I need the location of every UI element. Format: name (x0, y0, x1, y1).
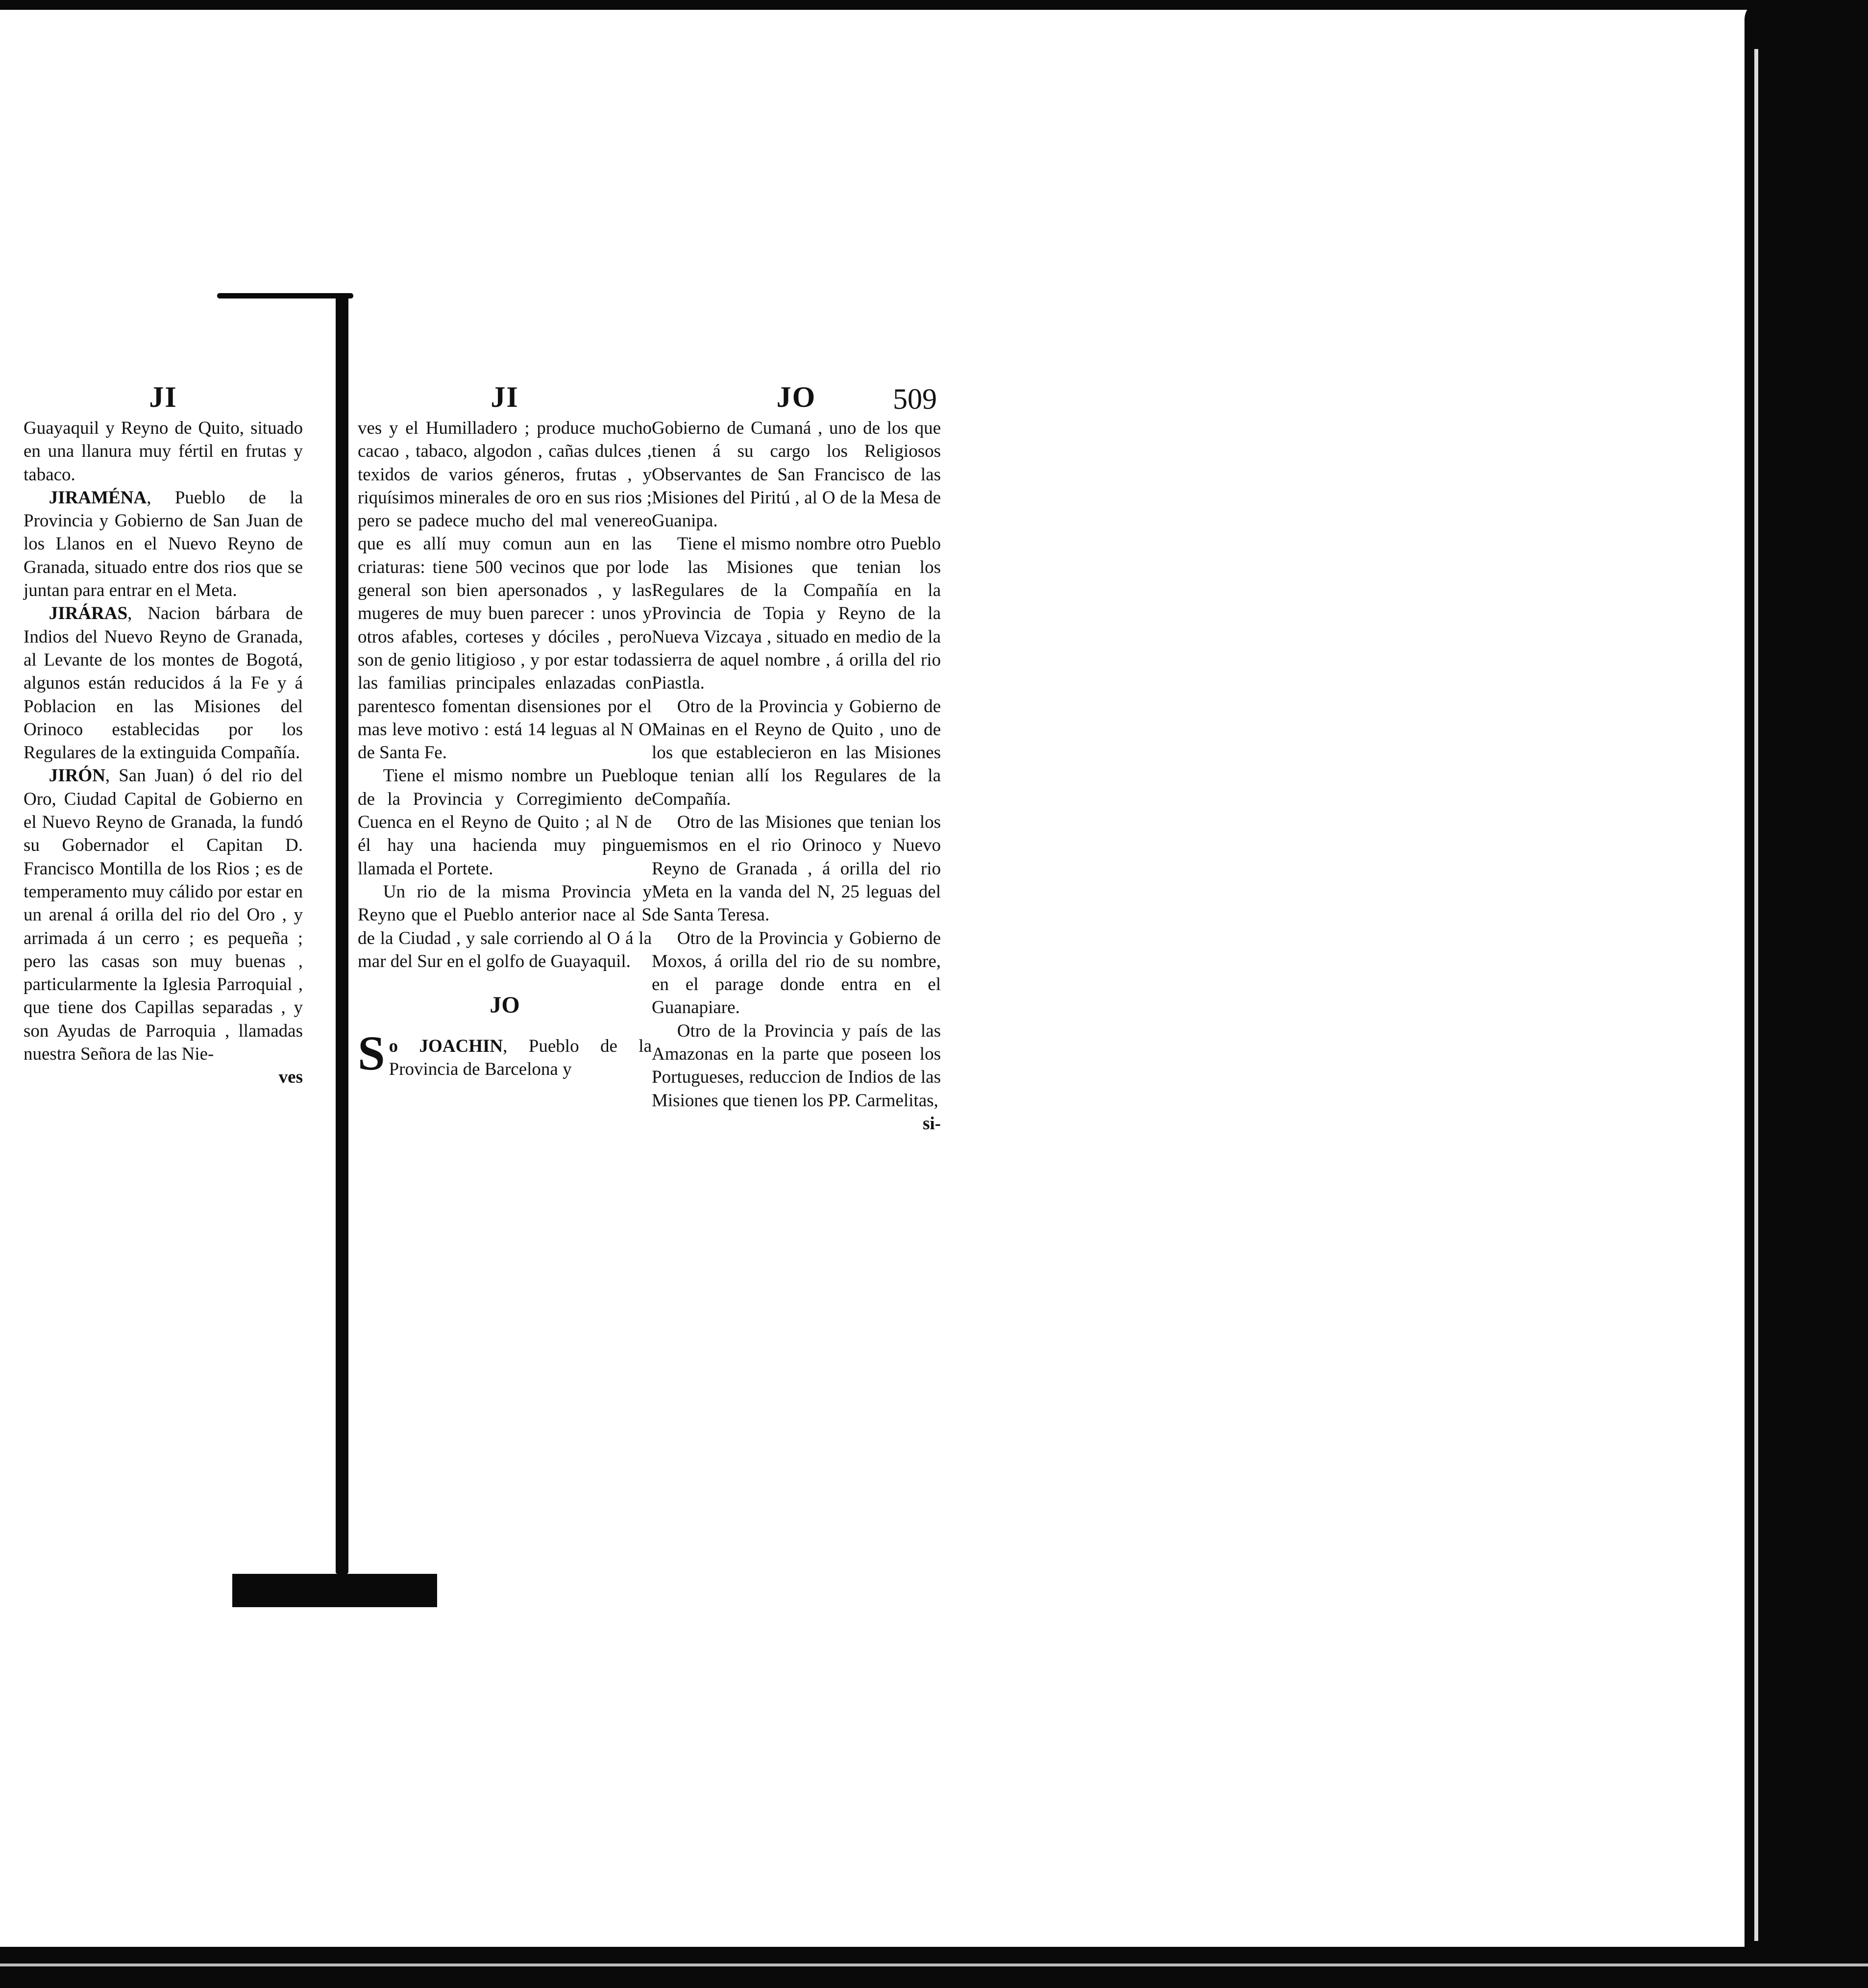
paragraph-text: Otro de la Provincia y Gobierno de Moxos, á orilla del rio de su nombre, en el parage donde entra en el Guanapiare. (652, 928, 941, 1018)
paragraph (24, 417, 303, 486)
paragraph-text: Tiene el mismo nombre un Pueblo de la Provincia y Corregimiento de Cuenca en el Reyno de Quito ; al N de él hay una hacienda muy pingue llamada el Portete. (358, 766, 652, 879)
text-column-1 (24, 377, 303, 1089)
paragraph-text: Guayaquil y Reyno de Quito, situado en una llanura muy fértil en frutas y tabaco. (24, 418, 303, 485)
running-head: JO (776, 381, 816, 413)
paragraph (358, 764, 652, 880)
scan-border-top (0, 0, 1868, 10)
paragraph (358, 880, 652, 973)
scan-border-bottom-line (0, 1963, 1868, 1966)
paragraph (652, 1019, 941, 1112)
paragraph (24, 764, 303, 1066)
running-head: JI (149, 381, 177, 413)
section-heading: JO (490, 992, 520, 1019)
text-column-3 (652, 377, 941, 1135)
paragraph-text: Otro de las Misiones que tenian los mismos en el rio Orinoco y Nuevo Reyno de Granada , á orilla del rio Meta en la vanda del N, 25 leguas del de Santa Teresa. (652, 812, 941, 925)
scan-border-right (1745, 0, 1868, 1988)
paragraph (358, 417, 652, 764)
book-clamp-bar-base (232, 1574, 437, 1607)
paragraph (24, 486, 303, 602)
entry-headword: JIRÁRAS (49, 603, 128, 624)
paragraph (358, 1026, 652, 1081)
book-page (20, 377, 941, 1367)
paragraph (652, 417, 941, 532)
paragraph-text: Otro de la Provincia y país de las Amazonas en la parte que poseen los Portugueses, reduccion de Indios de las Misiones que tienen los PP. Carmelitas, (652, 1020, 941, 1111)
running-head: JI (491, 381, 519, 413)
paragraph-text: Otro de la Provincia y Gobierno de Mainas en el Reyno de Quito , uno de los que establecieron en las Misiones que tenian allí los Regulares de la Compañía. (652, 696, 941, 809)
drop-cap: S (358, 1026, 385, 1081)
paragraph-text: , San Juan) ó del rio del Oro, Ciudad Capital de Gobierno en el Nuevo Reyno de Granada, la fundó su Gobernador el Capitan D. Francisco Montilla de los Rios ; es de temperamento muy cálido por estar en un arenal á orilla del rio del Oro , y arrimada á un cerro ; es pequeña ; pero las casas son muy buenas , particularmente la Iglesia Parroquial , que tiene dos Capillas separadas , y son Ayudas de Parroquia , llamadas nuestra Señora de las Nie- (24, 766, 303, 1065)
page-number: 509 (893, 383, 937, 415)
paragraph-text: Un rio de la misma Provincia y Reyno que el Pueblo anterior nace al S de la Ciudad , y sale corriendo al O á la mar del Sur en el golfo de Guayaquil. (358, 881, 652, 971)
entry-headword: o JOACHIN (389, 1036, 503, 1057)
catchword: ves (278, 1067, 303, 1088)
paragraph (652, 811, 941, 926)
paragraph-text: , Pueblo de la Provincia y Gobierno de San Juan de los Llanos en el Nuevo Reyno de Granada, situado entre dos rios que se juntan para entrar en el Meta. (24, 487, 303, 601)
column-header (652, 377, 941, 417)
book-clamp-bar-top (217, 293, 353, 298)
column-header (24, 377, 303, 417)
paragraph (652, 927, 941, 1019)
paragraph-text: Tiene el mismo nombre otro Pueblo de las Misiones que tenian los Regulares de la Compañía en la Provincia de Topia y Reyno de la Nueva Vizcaya , situado en medio de la sierra de aquel nombre , á orilla del rio Piastla. (652, 534, 941, 694)
page-edge-shadow (1754, 49, 1758, 1941)
column-header (358, 377, 652, 417)
paragraph (652, 695, 941, 811)
catchword: si- (923, 1113, 941, 1134)
text-column-2 (358, 377, 652, 1081)
entry-headword: JIRÓN (49, 766, 105, 786)
paragraph-text: , Nacion bárbara de Indios del Nuevo Reyno de Granada, al Levante de los montes de Bogotá, algunos están reducidos á la Fe y á Poblacion en las Misiones del Orinoco establecidas por los Regulares de la extinguida Compañía. (24, 603, 303, 763)
paragraph-text: , Pueblo de la Provincia de Barcelona y (389, 1036, 652, 1080)
entry-headword: JIRAMÉNA (49, 487, 147, 508)
paragraph-text: Gobierno de Cumaná , uno de los que tienen á su cargo los Religiosos Observantes de San Francisco de las Misiones del Piritú , al O de la Mesa de Guanipa. (652, 418, 941, 531)
paragraph (24, 602, 303, 764)
paragraph (652, 532, 941, 695)
paragraph-text: ves y el Humilladero ; produce mucho cacao , tabaco, algodon , cañas dulces , texidos de varios géneros, frutas , y riquísimos minerales de oro en sus rios ; pero se padece mucho del mal venereo que es allí muy comun aun en las criaturas: tiene 500 vecinos que por lo general son bien apersonados , y las mugeres de muy buen parecer : unos y otros afables, corteses y dóciles , pero son de genio litigioso , y por estar todas las familias principales enlazadas con parentesco fomentan disensiones por el mas leve motivo : está 14 leguas al N O de Santa Fe. (358, 418, 652, 763)
scan-border-bottom (0, 1947, 1868, 1988)
